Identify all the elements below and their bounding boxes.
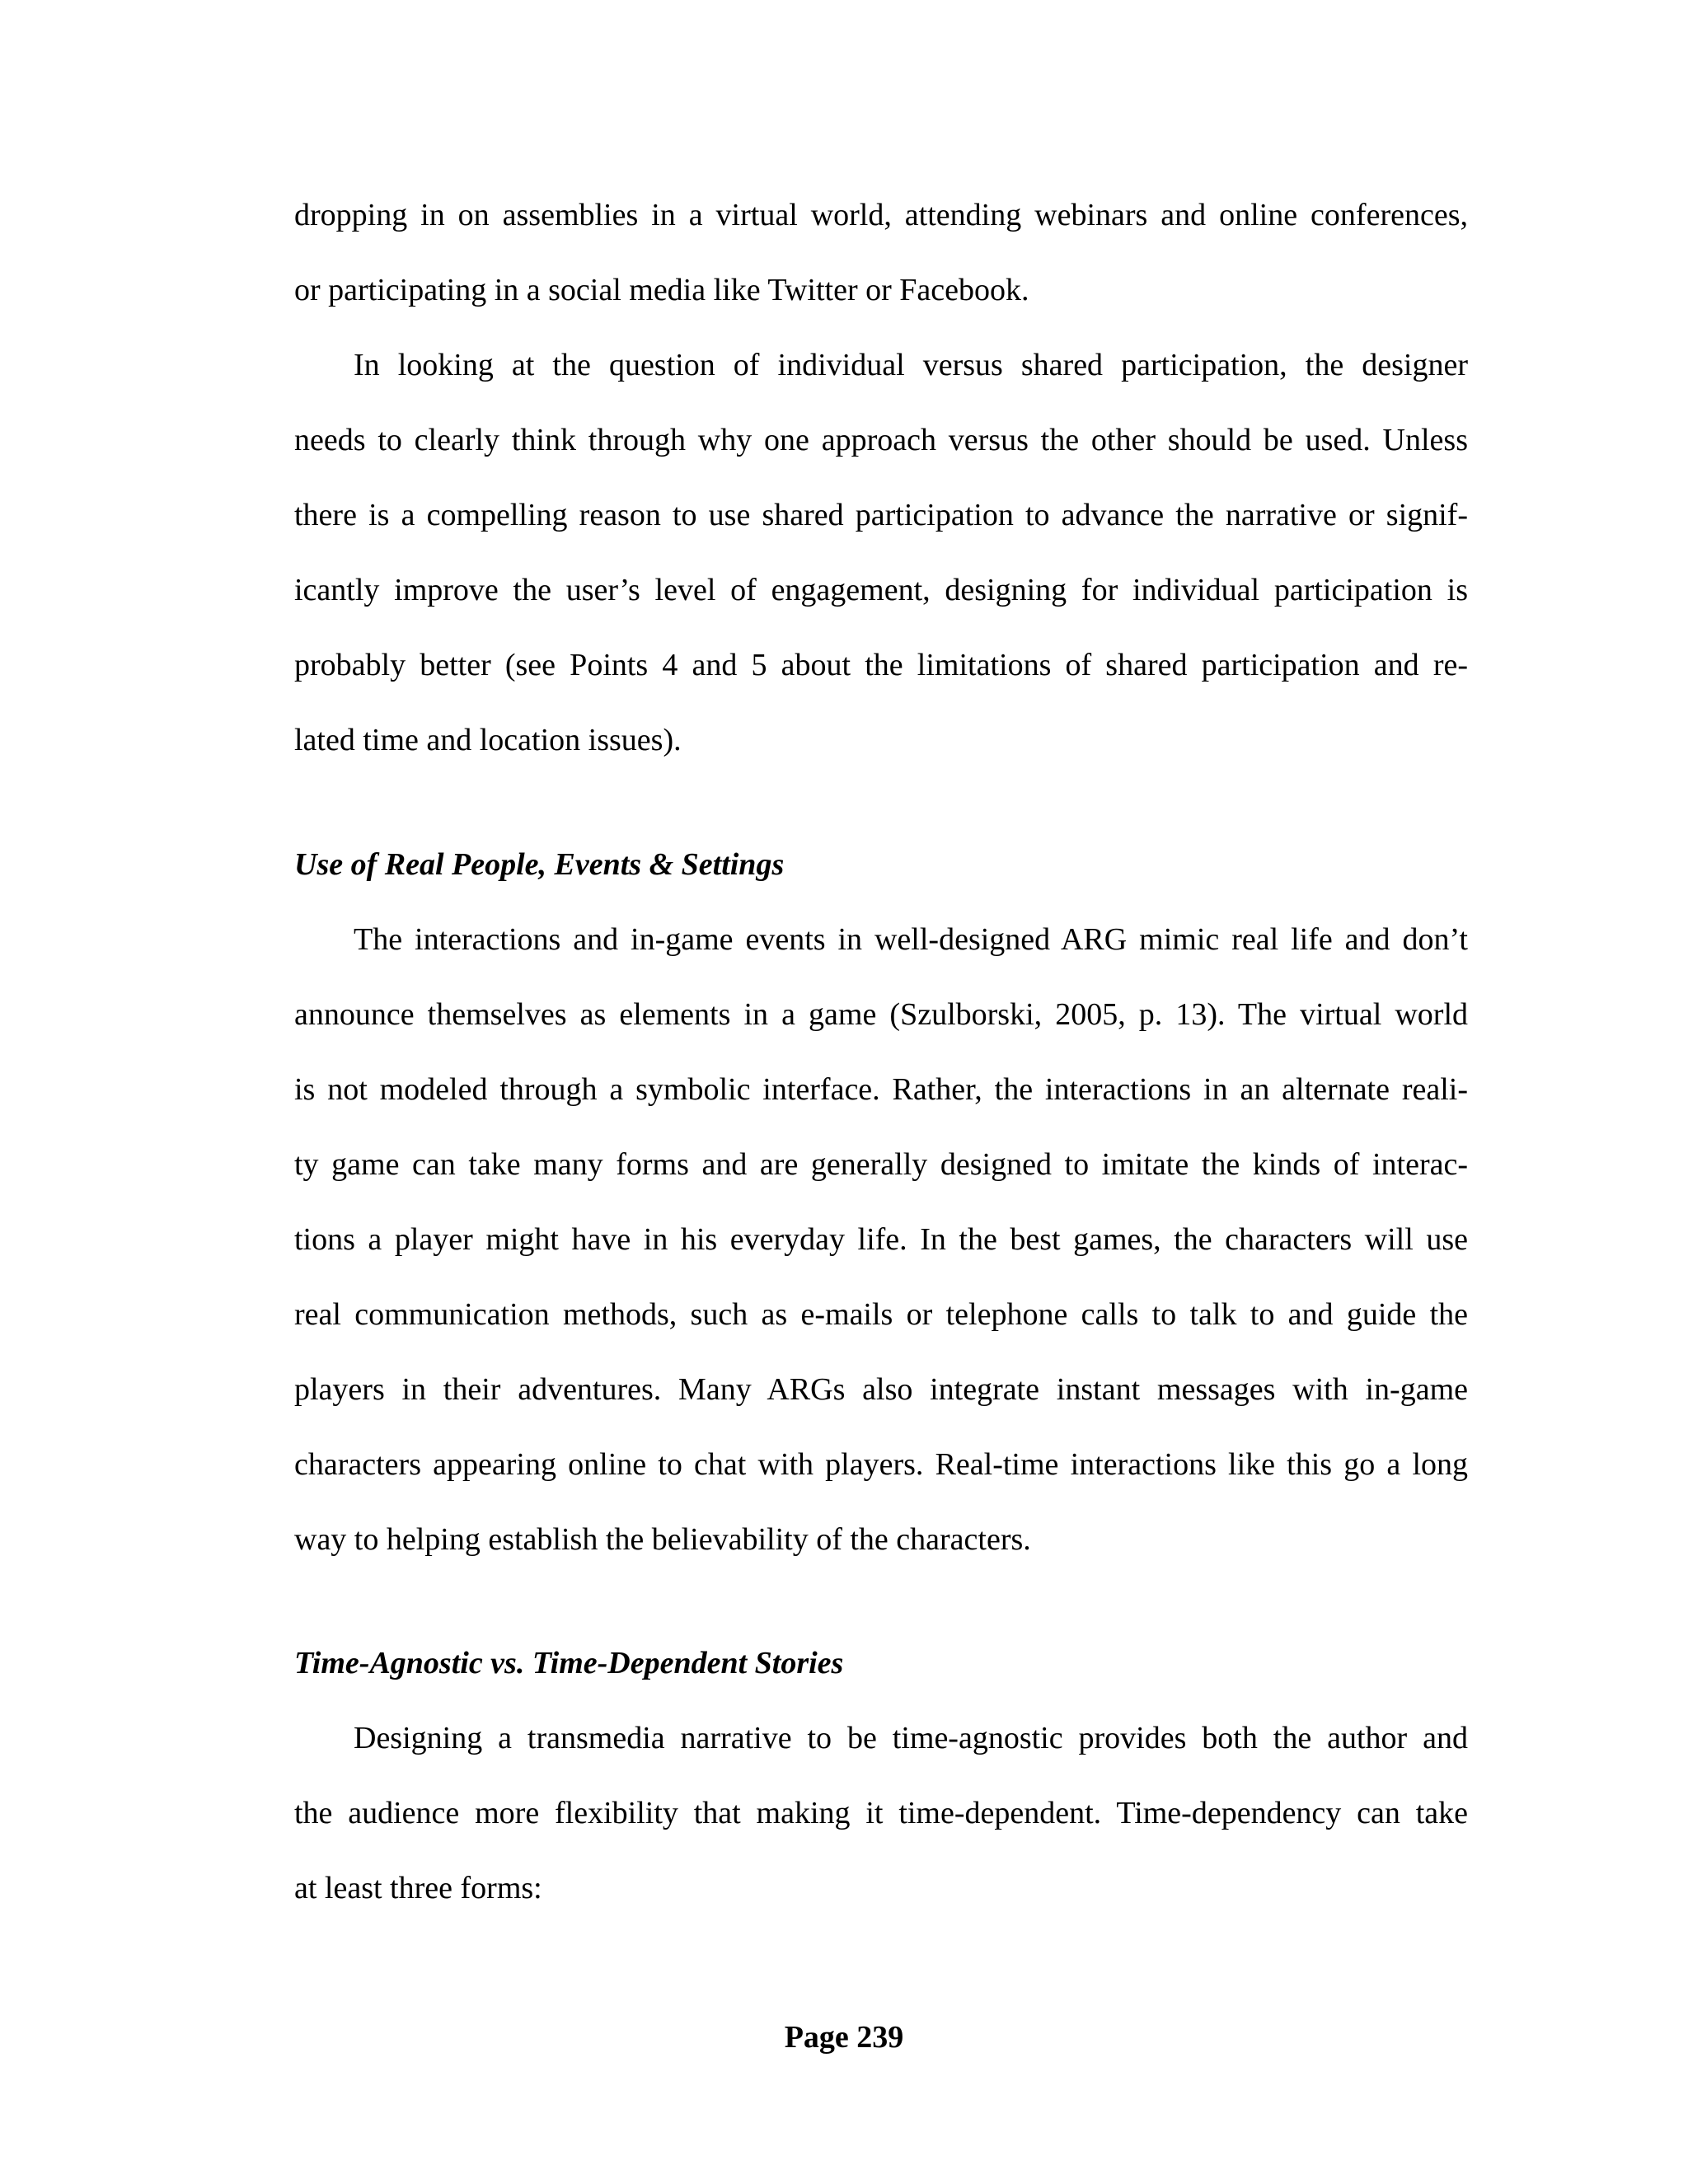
paragraph-2-line-4: icantly improve the user’s level of engagement, designing for individual participation is [294, 573, 1468, 607]
paragraph-1-line-2: or participating in a social media like Twitter or Facebook. [294, 273, 1029, 307]
paragraph-2-line-6: lated time and location issues). [294, 723, 682, 757]
paragraph-3-line-7: players in their adventures. Many ARGs also integrate instant messages with in-game [294, 1372, 1468, 1407]
paragraph-3-line-6: real communication methods, such as e-mails or telephone calls to talk to and guide the [294, 1297, 1468, 1332]
paragraph-2-line-1: In looking at the question of individual versus shared participation, the designer [354, 348, 1468, 382]
paragraph-2-line-2: needs to clearly think through why one approach versus the other should be used. Unless [294, 423, 1468, 457]
paragraph-3-line-4: ty game can take many forms and are generally designed to imitate the kinds of interac- [294, 1147, 1468, 1182]
paragraph-2-line-3: there is a compelling reason to use shared participation to advance the narrative or signif- [294, 498, 1468, 532]
paragraph-3-line-1: The interactions and in-game events in well-designed ARG mimic real life and don’t [354, 922, 1468, 957]
paragraph-4-line-3: at least three forms: [294, 1871, 542, 1905]
page-number: Page 239 [784, 2020, 904, 2055]
paragraph-1-line-1: dropping in on assemblies in a virtual world, attending webinars and online conferences, [294, 198, 1468, 232]
paragraph-3-line-3: is not modeled through a symbolic interface. Rather, the interactions in an alternate reali- [294, 1072, 1468, 1107]
paragraph-3-line-8: characters appearing online to chat with players. Real-time interactions like this go a long [294, 1447, 1468, 1482]
paragraph-3-line-2: announce themselves as elements in a game (Szulborski, 2005, p. 13). The virtual world [294, 997, 1468, 1032]
section-heading-time-agnostic: Time-Agnostic vs. Time-Dependent Stories [294, 1646, 844, 1680]
paragraph-4-line-1: Designing a transmedia narrative to be time-agnostic provides both the author and [354, 1721, 1468, 1755]
paragraph-3-line-5: tions a player might have in his everyday life. In the best games, the characters will use [294, 1222, 1468, 1257]
paragraph-3-line-9: way to helping establish the believability of the characters. [294, 1522, 1031, 1557]
paragraph-4-line-2: the audience more flexibility that making it time-dependent. Time-dependency can take [294, 1796, 1468, 1830]
paragraph-2-line-5: probably better (see Points 4 and 5 about the limitations of shared participation and re- [294, 648, 1468, 682]
section-heading-real-people: Use of Real People, Events & Settings [294, 847, 785, 882]
